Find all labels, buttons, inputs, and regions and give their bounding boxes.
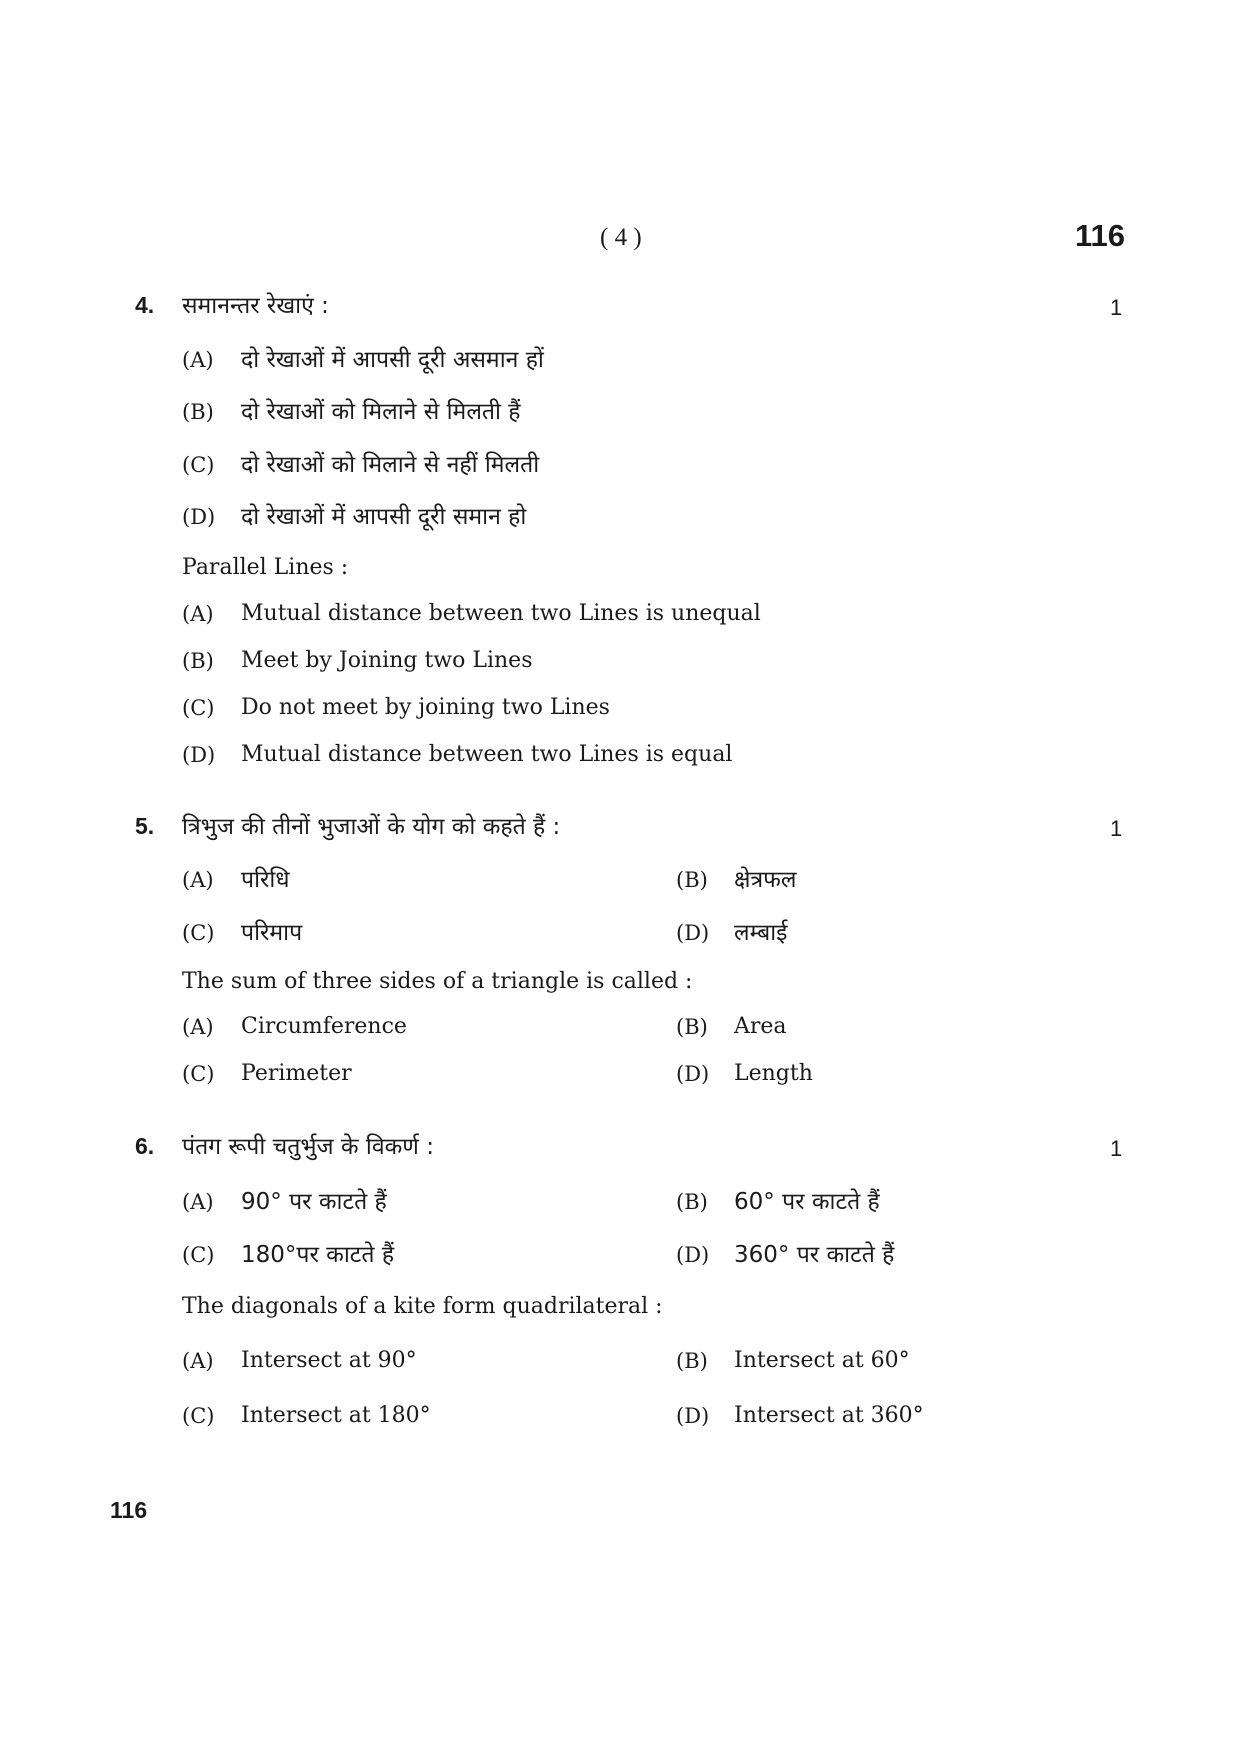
option-label: (D) bbox=[676, 1062, 710, 1086]
option-label: (B) bbox=[676, 1349, 708, 1373]
option-text-english: Mutual distance between two Lines is unequal bbox=[241, 601, 761, 626]
option-label: (A) bbox=[182, 602, 214, 626]
option-label: (C) bbox=[182, 1243, 215, 1267]
option-label: (C) bbox=[182, 696, 215, 720]
option-label: (A) bbox=[182, 868, 214, 892]
option-text-hindi: परिधि bbox=[241, 867, 290, 893]
option-text-hindi: क्षेत्रफल bbox=[734, 867, 797, 893]
option-text-english: Meet by Joining two Lines bbox=[241, 648, 533, 673]
option-label: (D) bbox=[676, 1243, 710, 1267]
option-label: (D) bbox=[676, 1404, 710, 1428]
option-label: (D) bbox=[676, 921, 710, 945]
question-stem-english: The sum of three sides of a triangle is called : bbox=[182, 969, 693, 994]
option-label: (B) bbox=[676, 1190, 708, 1214]
option-label: (C) bbox=[182, 1404, 215, 1428]
option-text-hindi: 90° पर काटते हैं bbox=[241, 1189, 387, 1215]
question-stem-hindi: पंतग रूपी चतुर्भुज के विकर्ण : bbox=[182, 1134, 434, 1160]
option-label: (B) bbox=[182, 400, 214, 424]
page-number-label: ( 4 ) bbox=[600, 224, 642, 251]
question-number: 5. bbox=[135, 813, 155, 839]
option-text-hindi: दो रेखाओं को मिलाने से नहीं मिलती bbox=[241, 452, 540, 478]
question-stem-english: Parallel Lines : bbox=[182, 555, 349, 580]
option-text-hindi: लम्बाई bbox=[734, 920, 788, 946]
question-stem-hindi: त्रिभुज की तीनों भुजाओं के योग को कहते हैं : bbox=[182, 814, 561, 840]
question-stem-english: The diagonals of a kite form quadrilateral : bbox=[182, 1294, 663, 1319]
option-text-hindi: दो रेखाओं में आपसी दूरी समान हो bbox=[241, 504, 527, 530]
option-label: (A) bbox=[182, 348, 214, 372]
option-text-english: Length bbox=[734, 1061, 813, 1086]
option-text-hindi: परिमाप bbox=[241, 920, 303, 946]
option-text-english: Mutual distance between two Lines is equal bbox=[241, 742, 733, 767]
option-text-hindi: 360° पर काटते हैं bbox=[734, 1242, 895, 1268]
option-label: (B) bbox=[676, 868, 708, 892]
option-text-english: Do not meet by joining two Lines bbox=[241, 695, 610, 720]
option-text-hindi: 60° पर काटते हैं bbox=[734, 1189, 880, 1215]
option-label: (A) bbox=[182, 1349, 214, 1373]
option-label: (C) bbox=[182, 453, 215, 477]
option-label: (A) bbox=[182, 1190, 214, 1214]
option-text-english: Circumference bbox=[241, 1014, 407, 1039]
question-stem-hindi: समानन्तर रेखाएं : bbox=[182, 293, 329, 319]
question-marks: 1 bbox=[1110, 1136, 1123, 1161]
option-text-english: Intersect at 90° bbox=[241, 1348, 417, 1373]
option-text-hindi: 180°पर काटते हैं bbox=[241, 1242, 395, 1268]
question-marks: 1 bbox=[1110, 816, 1123, 841]
question-number: 6. bbox=[135, 1133, 155, 1159]
option-label: (D) bbox=[182, 505, 216, 529]
option-text-english: Intersect at 360° bbox=[734, 1403, 924, 1428]
paper-code-footer: 116 bbox=[110, 1497, 148, 1523]
option-label: (C) bbox=[182, 1062, 215, 1086]
option-label: (B) bbox=[182, 649, 214, 673]
question-marks: 1 bbox=[1110, 295, 1123, 320]
option-label: (A) bbox=[182, 1015, 214, 1039]
option-text-english: Perimeter bbox=[241, 1061, 352, 1086]
option-text-english: Intersect at 180° bbox=[241, 1403, 431, 1428]
option-label: (B) bbox=[676, 1015, 708, 1039]
option-label: (C) bbox=[182, 921, 215, 945]
option-text-hindi: दो रेखाओं को मिलाने से मिलती हैं bbox=[241, 399, 521, 425]
option-text-english: Area bbox=[734, 1014, 787, 1039]
option-text-english: Intersect at 60° bbox=[734, 1348, 910, 1373]
question-number: 4. bbox=[135, 292, 155, 318]
paper-code-header: 116 bbox=[1075, 218, 1126, 253]
option-text-hindi: दो रेखाओं में आपसी दूरी असमान हों bbox=[241, 347, 544, 373]
option-label: (D) bbox=[182, 743, 216, 767]
